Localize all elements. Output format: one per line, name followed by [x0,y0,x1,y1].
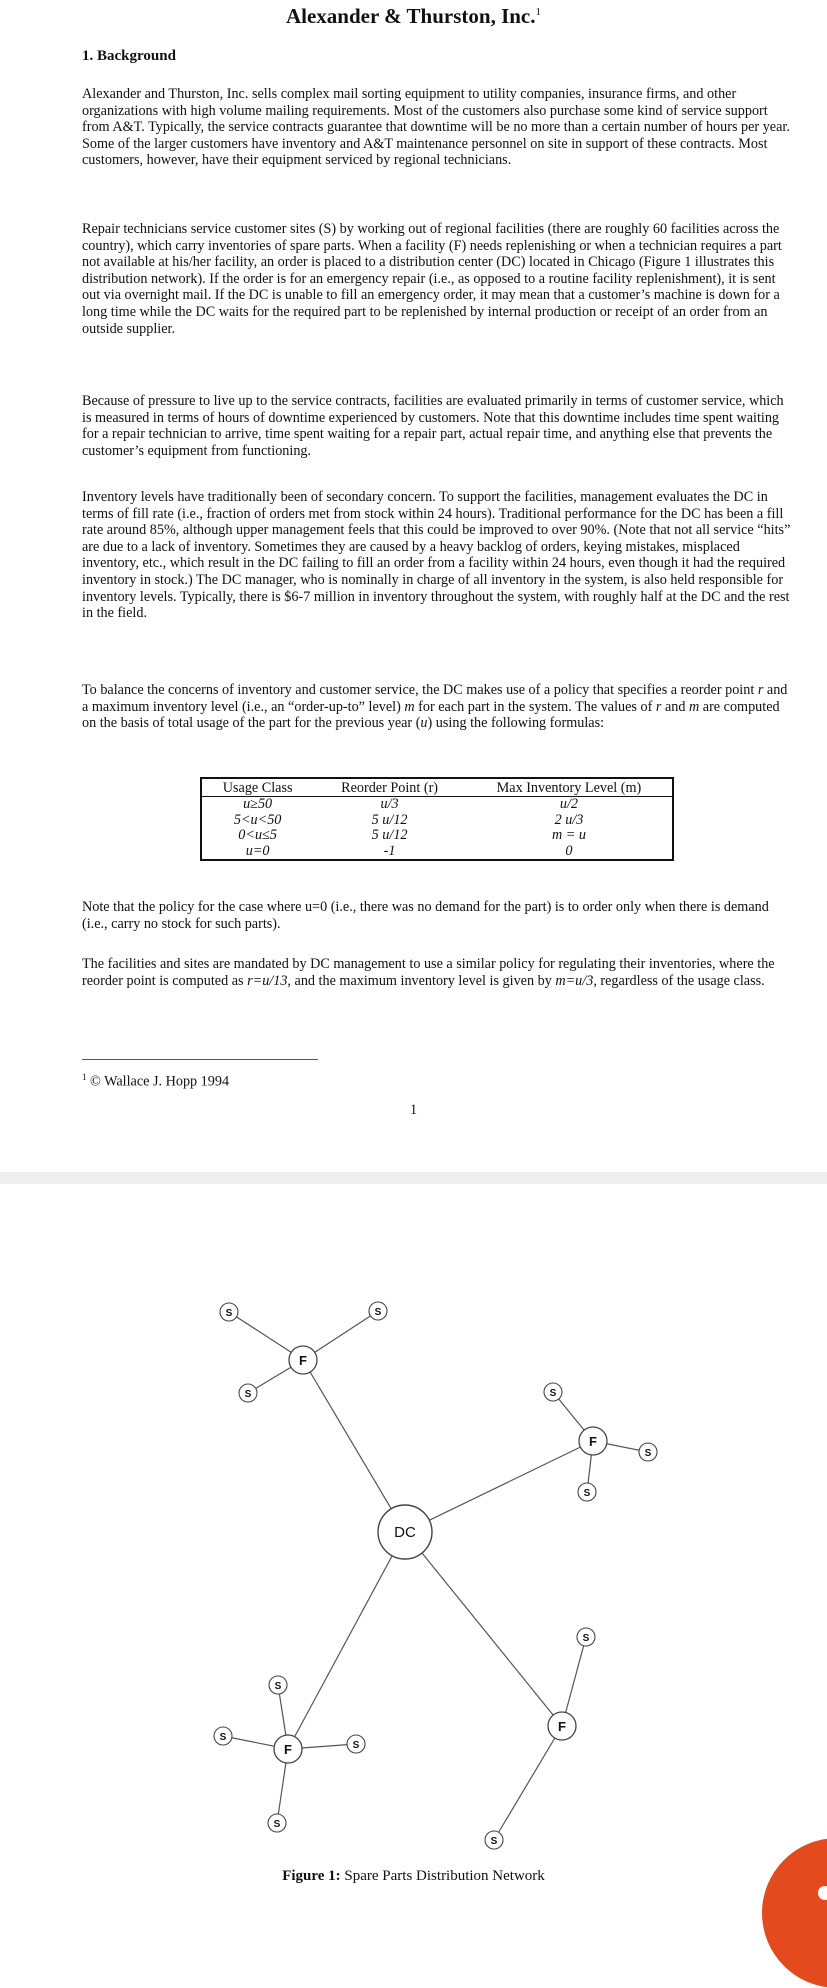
figure-caption-label: Figure 1: [282,1868,341,1884]
svg-text:S: S [225,1308,233,1319]
site-node [239,1384,257,1402]
svg-text:S: S [274,1681,282,1692]
edge [405,1532,562,1726]
dc-node [378,1505,432,1559]
table-cell: 5 u/12 [371,811,408,828]
site-node [544,1383,562,1401]
svg-text:F: F [558,1719,566,1734]
section-heading: 1. Background [82,48,176,64]
table-cell: u≥50 [243,796,273,812]
title-footnote-mark: 1 [535,6,541,18]
site-node [639,1443,657,1461]
site-node [369,1302,387,1320]
site-node [485,1831,503,1849]
paragraph-reorder-policy: To balance the concerns of inventory and customer service, the DC makes use of a policy that specifies a reorder point r and a maximum inventory level (i.e., an “order-up-to” level) m for each part in the system. The values of r and m are computed on the basis of total usage of the part for the previous year (u) using the following formulas: [82,682,788,732]
svg-text:S: S [352,1740,360,1751]
paragraph-repair-network: Repair technicians service customer sites (S) by working out of regional facilities (there are roughly 60 facilities across the country), which carry inventories of spare parts. When a facility (F) needs replenishing or when a technician requires a part not available at his/her facility, an order is placed to a distribution center (DC) located in Chicago (Figure 1 illustrates this distribution network). If the order is for an emergency repair (i.e., as opposed to a routine facility replenishment), it is sent out via overnight mail. If the DC is unable to fill an emergency order, it may mean that a customer’s machine is down for a long time while the DC waits for the required part to be replenished by internal production or receipt of an order from an outside supplier. [82,221,782,337]
table-cell: 5 u/12 [371,827,408,844]
edge [494,1726,562,1840]
header-max-inventory: Max Inventory Level (m) [466,778,673,797]
svg-text:F: F [284,1742,292,1757]
svg-text:S: S [644,1448,652,1459]
table-cell: -1 [383,842,396,859]
table-cell: u/2 [559,796,579,812]
site-node [269,1676,287,1694]
table-cell: 0<u≤5 [238,827,277,844]
svg-text:S: S [582,1633,590,1644]
svg-text:S: S [374,1307,382,1318]
paragraph-inventory-levels: Inventory levels have traditionally been of secondary concern. To support the facilities, management evaluates the DC in terms of fill rate (i.e., fraction of orders met from stock within 24 hours). Traditional performance for the DC has been a fill rate around 85%, although upper management feels that this could be improved to over 90%. (Note that not all service “hits” are due to a lack of inventory. Sometimes they are caused by a heavy backlog of orders, keying mistakes, misplaced inventory, etc., which result in the DC failing to fill an order from a facility within 24 hours, even though it had the required inventory in stock.) The DC manager, who is nominally in charge of all inventory in the system, is also held responsible for inventory levels. Typically, there is $6-7 million in inventory throughout the system, with roughly half at the DC and the rest in the field. [82,489,791,622]
page-number: 1 [409,1102,418,1118]
site-node [220,1303,238,1321]
site-node [577,1628,595,1646]
table-cell: u/3 [380,796,399,812]
facility-node [289,1346,317,1374]
svg-text:S: S [273,1819,281,1830]
facility-node [548,1712,576,1740]
svg-text:S: S [219,1732,227,1743]
figure-caption-text: Spare Parts Distribution Network [340,1868,545,1884]
facility-node [579,1427,607,1455]
table-cell: m = u [551,827,586,844]
footnote-text: © Wallace J. Hopp 1994 [90,1073,230,1090]
title-text: Alexander & Thurston, Inc. [285,4,536,28]
floating-button-dot-icon [818,1886,827,1900]
footnote-mark: 1 [82,1072,87,1082]
svg-text:F: F [299,1353,307,1368]
svg-text:F: F [589,1434,597,1449]
paragraph-service-contracts: Because of pressure to live up to the service contracts, facilities are evaluated primarily in terms of customer service, which is measured in terms of hours of downtime experienced by customers. Note that this downtime includes time spent waiting for a repair technician to arrive, time spent waiting for a repair part, actual repair time, and anything else that prevents the customer’s equipment from functioning. [82,393,784,459]
paragraph-company-overview: Alexander and Thurston, Inc. sells complex mail sorting equipment to utility companies, insurance firms, and other organizations with high volume mailing requirements. Most of the customers also purchase some kind of service support from A&T. Typically, the service contracts guarantee that downtime will be no more than a certain number of hours per year. Some of the larger customers have inventory and A&T maintenance personnel on site in support of these contracts. Most customers, however, have their equipment serviced by regional technicians. [82,86,790,169]
site-nodes [214,1302,657,1849]
edge [288,1532,405,1749]
table-cell: u=0 [245,842,270,859]
table-cell: 0 [565,842,573,859]
table-cell: 5<u<50 [233,811,282,828]
table-cell: 2 u/3 [554,811,584,828]
paragraph-zero-demand-note: Note that the policy for the case where u=0 (i.e., there was no demand for the part) is to order only when there is demand (i.e., carry no stock for such parts). [82,899,769,932]
header-usage-class: Usage Class [201,778,313,797]
svg-text:S: S [549,1388,557,1399]
site-node [214,1727,232,1745]
site-node [578,1483,596,1501]
site-node [347,1735,365,1753]
figure-caption [0,1868,827,1885]
header-reorder-point: Reorder Point (r) [313,778,466,797]
svg-text:S: S [583,1488,591,1499]
facility-node [274,1735,302,1763]
edge [405,1441,593,1532]
site-node [268,1814,286,1832]
svg-text:S: S [490,1836,498,1847]
svg-text:DC: DC [394,1524,416,1541]
edge [303,1360,405,1532]
paragraph-facility-policy: The facilities and sites are mandated by DC management to use a similar policy for regulating their inventories, where the reorder point is computed as r=u/13, and the maximum inventory level is given by m=u/3, regardless of the usage class. [82,956,775,989]
facility-nodes [274,1346,607,1763]
svg-text:S: S [244,1389,252,1400]
